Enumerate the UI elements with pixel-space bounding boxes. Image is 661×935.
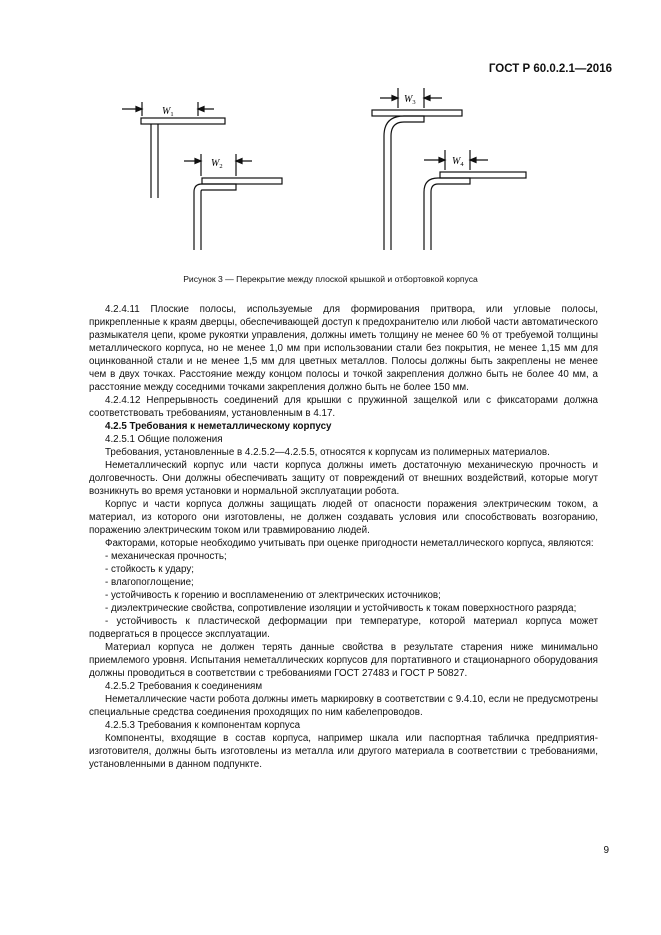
figure-caption: Рисунок 3 — Перекрытие между плоской крышкой и отбортовкой корпуса: [183, 274, 478, 284]
paragraph-nonmetal-enclosure: Неметаллический корпус или части корпуса должны иметь достаточную механическую прочность и долговечность. Они должны обеспечивать защиту от повреждений от внешних воздействий, которые могут возникнуть во время установки и нормальной эксплуатации робота.: [89, 460, 598, 497]
paragraph-protection: Корпус и части корпуса должны защищать людей от опасности поражения электрическим током, а материал, из которого они изготовлены, не должен создавать условия или способствовать возгоранию, поражению электрическим током или травмированию людей.: [89, 499, 598, 536]
subsection-heading-4-2-5-3: 4.2.5.3 Требования к компонентам корпуса: [105, 720, 301, 731]
list-item: - диэлектрические свойства, сопротивление изоляции и устойчивость к токам поверхностного разряда;: [105, 603, 577, 614]
paragraph-aging: Материал корпуса не должен терять данные свойства в результате старения ниже минимально приемлемого уровня. Испытания неметаллических корпусов для портативного и стационарного оборудования должны проводиться в соответствии с требованиями ГОСТ 27483 и ГОСТ Р 50827.: [89, 642, 598, 679]
list-item: - влагопоглощение;: [105, 577, 194, 588]
paragraph-factors: Факторами, которые необходимо учитывать при оценке пригодности неметаллического корпуса, являются:: [105, 538, 594, 549]
list-item: - устойчивость к горению и воспламенению от электрических источников;: [105, 590, 441, 601]
flange-w3: [384, 116, 424, 250]
document-code: ГОСТ Р 60.0.2.1—2016: [488, 63, 612, 75]
list-item: - устойчивость к пластической деформации при температуре, которой материал корпуса может подвергаться в процессе эксплуатации.: [89, 616, 598, 640]
paragraph-components: Компоненты, входящие в состав корпуса, например шкала или паспортная табличка предприятия-изготовителя, должны быть изготовлены из металла или другого материала в соответствии с требованиями, установленными в данном подпункте.: [89, 733, 598, 770]
label-w4: $W_4$: [452, 156, 464, 168]
body-text: [89, 303, 598, 771]
list-item: - стойкость к удару;: [105, 564, 194, 575]
list-item: - механическая прочность;: [105, 551, 227, 562]
label-w1: $W_1$: [162, 106, 174, 118]
subsection-heading-4-2-5-2: 4.2.5.2 Требования к соединениям: [105, 681, 263, 692]
overlap-diagram: [0, 80, 661, 270]
clause-4-2-4-11: 4.2.4.11 Плоские полосы, используемые для формирования притвора, или угловые полосы, прикрепленные к краям дверцы, обеспечивающей доступ к предохранителю или любой части автоматического размыкателя цепи, кроме рукоятки управления, должны иметь толщину не менее 60 % от требуемой толщины металлического корпуса, но не менее 1,0 мм при использовании стали без покрытия, не менее 1,15 мм для оцинкованной стали и не менее 1,5 мм для цветных металлов. Полосы должны быть закреплены не менее чем в двух точках. Расстояние между концом полосы и точкой закрепления должно быть не более 40 мм, а расстояние между соседними точками закрепления должно быть не более 150 мм.: [89, 304, 598, 393]
page-number: 9: [603, 845, 609, 856]
flat-cover-w4: [440, 172, 526, 178]
paragraph-requirements: Требования, установленные в 4.2.5.2—4.2.5.5, относятся к корпусам из полимерных материалов.: [105, 447, 550, 458]
flange-w2: [194, 184, 236, 250]
label-w2: $W_2$: [211, 158, 223, 170]
label-w3: $W_3$: [404, 94, 416, 106]
paragraph-connections: Неметаллические части робота должны иметь маркировку в соответствии с 9.4.10, если не предусмотрены специальные средства соединения проходящих по ним кабелепроводов.: [89, 694, 598, 718]
flange-w4: [424, 178, 470, 250]
figure-3: [0, 80, 661, 270]
flat-cover-w1: [141, 118, 225, 124]
subsection-heading-4-2-5-1: 4.2.5.1 Общие положения: [105, 434, 223, 445]
flat-cover-w2: [202, 178, 282, 184]
flat-cover-w3: [372, 110, 462, 116]
section-heading-4-2-5: 4.2.5 Требования к неметаллическому корпусу: [105, 421, 332, 432]
flange-w1: [151, 124, 158, 198]
clause-4-2-4-12: 4.2.4.12 Непрерывность соединений для крышки с пружинной защелкой или с фиксаторами должна соответствовать требованиям, установленным в 4.17.: [89, 395, 598, 419]
